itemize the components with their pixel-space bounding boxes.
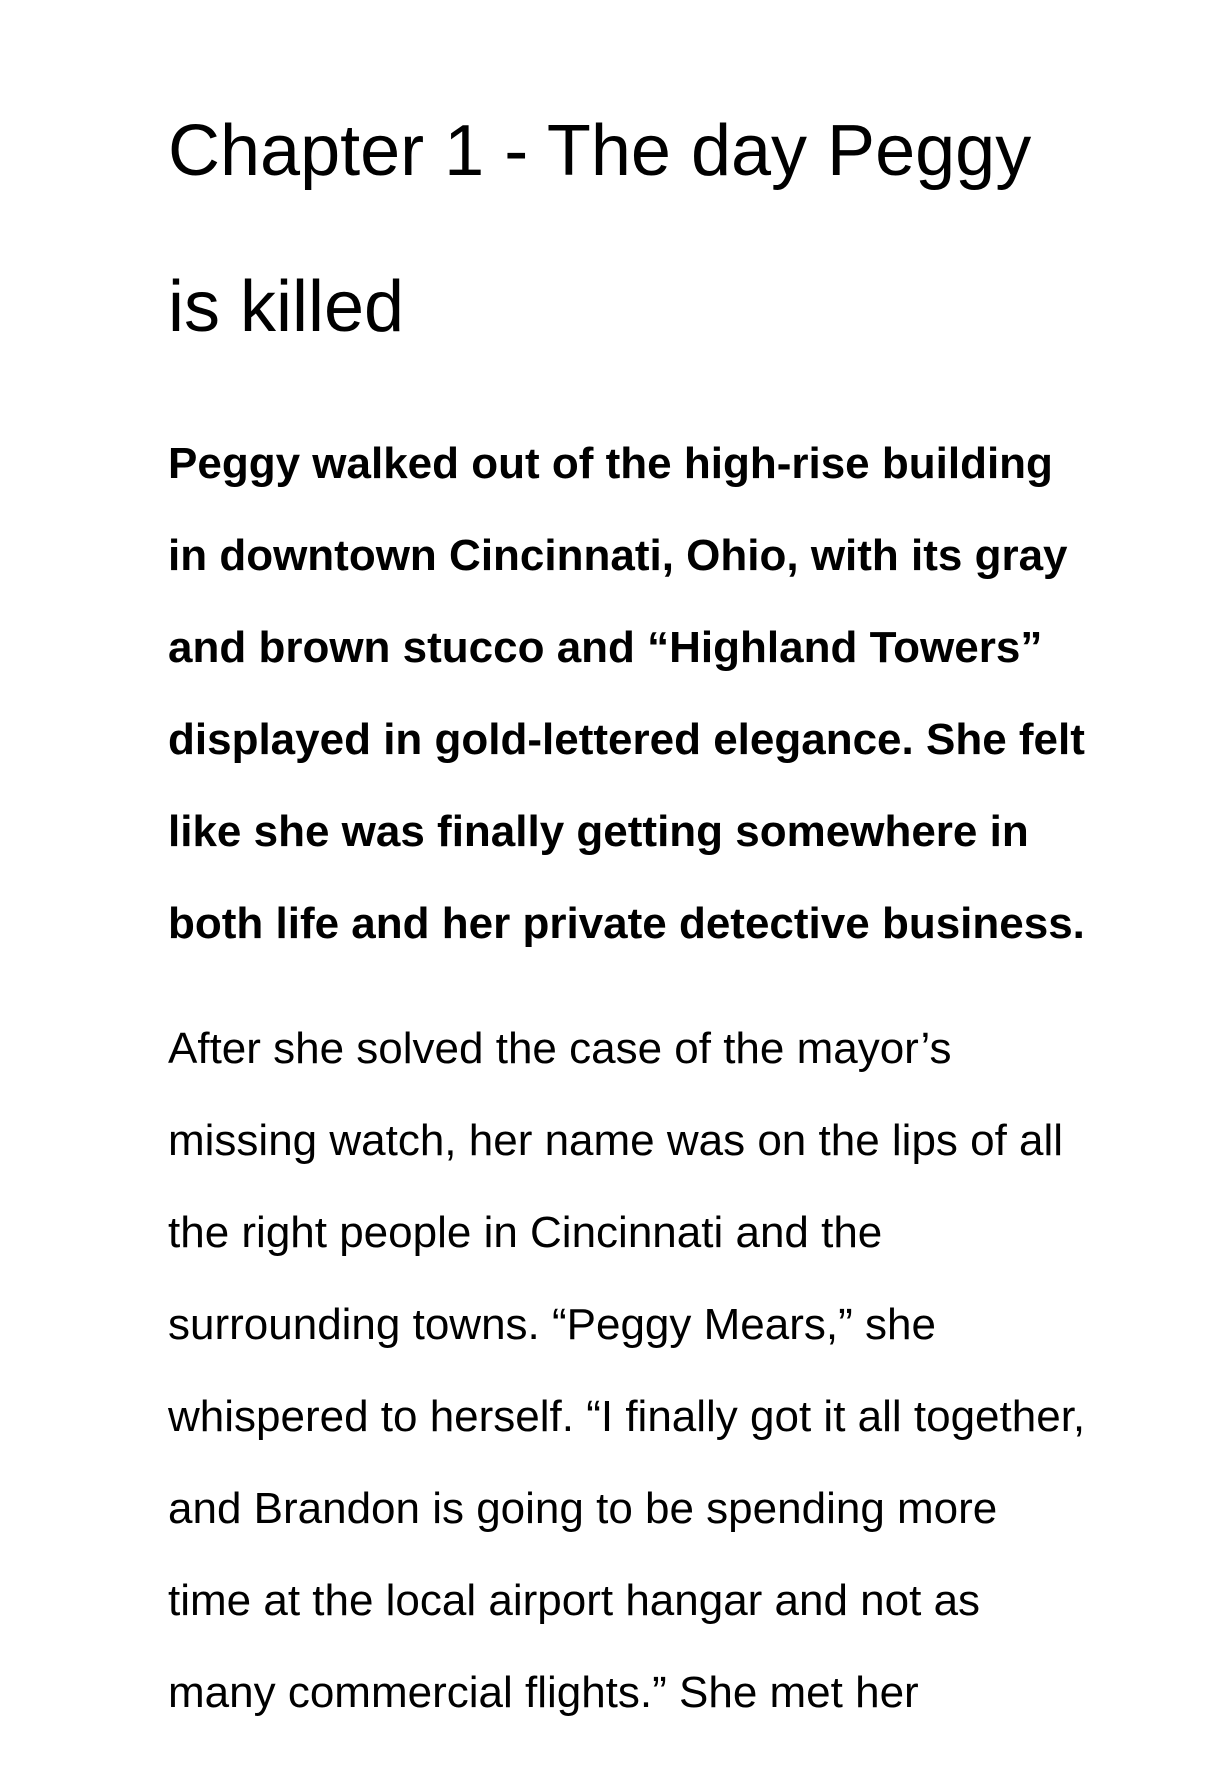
text-line: missing watch, her name was on the lips of all [168,1116,1064,1165]
text-line: Peggy walked out of the high-rise building [168,439,1053,488]
text-line: the right people in Cincinnati and the [168,1208,883,1257]
text-line: displayed in gold-lettered elegance. She felt [168,715,1085,764]
text-line: time at the local airport hangar and not as [168,1576,981,1625]
text-line: in downtown Cincinnati, Ohio, with its gray [168,531,1068,580]
text-line: surrounding towns. “Peggy Mears,” she [168,1300,936,1349]
paragraph-bold-intro [168,418,1172,970]
text-line: After she solved the case of the mayor’s [168,1024,952,1073]
text-line: like she was finally getting somewhere in [168,807,1029,856]
text-line: many commercial flights.” She met her [168,1668,919,1717]
heading-line: is killed [168,267,405,347]
text-line: and brown stucco and “Highland Towers” [168,623,1043,672]
paragraph-body [168,1003,1172,1739]
text-line: both life and her private detective business. [168,899,1085,948]
heading-line: Chapter 1 - The day Peggy [168,111,1032,191]
text-line: and Brandon is going to be spending more [168,1484,998,1533]
chapter-heading [168,73,1172,385]
text-line: whispered to herself. “I finally got it all together, [168,1392,1086,1441]
